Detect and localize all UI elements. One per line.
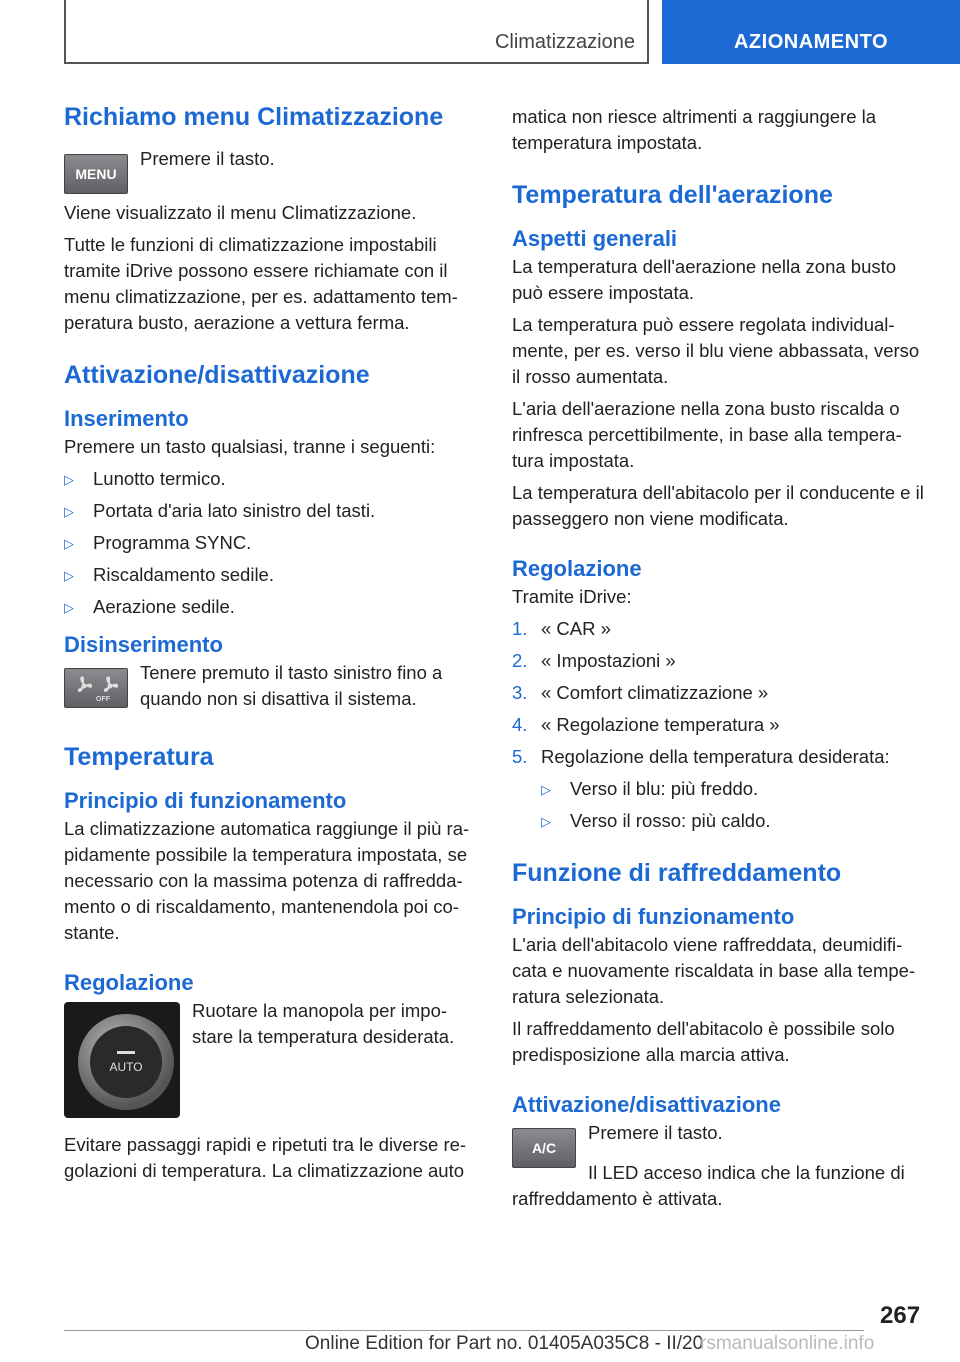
list-item: ▷ Programma SYNC.: [64, 530, 479, 556]
ac-led-text: Il LED acceso indica che la funzione di raffreddamento è attivata.: [512, 1162, 905, 1209]
knob-label: AUTO: [109, 1059, 143, 1074]
heading-principle-2: Principio di funzionamento: [512, 904, 795, 929]
insertion-list: [64, 466, 479, 620]
regulation-row: [64, 998, 479, 1118]
sub-item: ▷ Verso il blu: più freddo.: [541, 776, 927, 802]
heading-aeration-temp: Temperatura dell'aerazione: [512, 181, 833, 209]
step-item: 3. « Comfort climatizzazione »: [512, 682, 769, 703]
steps-list: [512, 616, 927, 834]
heading-regulation-2: Regolazione: [512, 556, 642, 581]
menu-button-icon: MENU: [64, 154, 128, 194]
sub-item: ▷ Verso il rosso: più caldo.: [541, 808, 927, 834]
paragraph: La temperatura dell'aerazione nella zona busto può essere impostata.: [512, 256, 897, 303]
list-item: ▷ Riscaldamento sedile.: [64, 562, 479, 588]
heading-temperature: Temperatura: [64, 743, 214, 771]
step-item: 5. Regolazione della temperatura desiderata: ▷ Verso il blu: più freddo. ▷ Verso il rosso: più caldo.: [512, 744, 927, 834]
paragraph: Tutte le funzioni di climatizzazione impostabili tramite iDrive possono essere richiamate con il menu climatizzazione, per es. adattamento temperatura busto, aerazione a vettura ferma.: [64, 234, 458, 333]
paragraph: Evitare passaggi rapidi e ripetuti tra le diverse regolazioni di temperatura. La climatizzazione auto: [64, 1134, 467, 1181]
step-item: 4. « Regolazione temperatura »: [512, 714, 780, 735]
footer-edition: Online Edition for Part no. 01405A035C8 - II/20: [305, 1333, 704, 1354]
header-section: Climatizzazione: [494, 31, 635, 53]
paragraph: L'aria dell'aerazione nella zona busto riscalda o rinfresca percettibilmente, in base alla temperatura impostata.: [512, 398, 902, 471]
heading-disinsertion: Disinserimento: [64, 632, 223, 657]
step-item: 1. « CAR »: [512, 618, 611, 639]
heading-activation: Attivazione/disattivazione: [64, 361, 370, 389]
header-tab: [662, 0, 960, 64]
paragraph: matica non riesce altrimenti a raggiungere la temperatura impostata.: [512, 106, 877, 153]
ac-press-text: Premere il tasto.: [588, 1122, 723, 1143]
heading-menu: Richiamo menu Climatizzazione: [64, 103, 444, 131]
fan-off-label: OFF: [96, 696, 110, 703]
heading-insertion: Inserimento: [64, 406, 189, 431]
paragraph: La climatizzazione automatica raggiunge il più rapidamente possibile la temperatura impostata, se necessario con la massima potenza di raffreddamento o di riscaldamento, mantenendola poi costante.: [64, 818, 470, 943]
step-item: 2. « Impostazioni »: [512, 650, 676, 671]
ac-button-icon: A/C: [512, 1128, 576, 1168]
paragraph: Viene visualizzato il menu Climatizzazione.: [64, 202, 417, 223]
paragraph: Tramite iDrive:: [512, 586, 632, 607]
paragraph: La temperatura dell'abitacolo per il conducente e il passeggero non viene modificata.: [512, 482, 924, 529]
heading-regulation: Regolazione: [64, 970, 194, 995]
paragraph: L'aria dell'abitacolo viene raffreddata, deumidificata e nuovamente riscaldata in base alla temperatura selezionata.: [512, 934, 916, 1007]
paragraph: Il raffreddamento dell'abitacolo è possibile solo predisposizione alla marcia attiva.: [512, 1018, 895, 1065]
menu-press-text: Premere il tasto.: [140, 148, 275, 169]
menu-row: [64, 146, 479, 194]
heading-cooling: Funzione di raffreddamento: [512, 859, 842, 887]
list-item: ▷ Aerazione sedile.: [64, 594, 479, 620]
fan-off-icon: [64, 668, 128, 708]
regulation-text: Ruotare la manopola per impostare la temperatura desiderata.: [192, 1000, 455, 1047]
page-number: 267: [880, 1302, 921, 1329]
list-item: ▷ Portata d'aria lato sinistro del tasti.: [64, 498, 479, 524]
list-item: ▷ Lunotto termico.: [64, 466, 479, 492]
disinsertion-text: Tenere premuto il tasto sinistro fino a quando non si disattiva il sistema.: [140, 662, 443, 709]
paragraph: Premere un tasto qualsiasi, tranne i seguenti:: [64, 436, 436, 457]
footer-divider: [64, 1330, 864, 1331]
header-tab-label: AZIONAMENTO: [733, 31, 888, 53]
disinsertion-row: [64, 660, 479, 718]
paragraph: La temperatura può essere regolata individualmente, per es. verso il blu viene abbassata, verso il rosso aumentata.: [512, 314, 920, 387]
watermark: rsmanualsonline.info: [700, 1333, 875, 1354]
heading-general: Aspetti generali: [512, 226, 678, 251]
left-column: [64, 100, 479, 1190]
right-column: [512, 104, 927, 1218]
header-box: [64, 0, 649, 64]
temperature-knob-image: [64, 1002, 180, 1118]
heading-activation-2: Attivazione/disattivazione: [512, 1092, 781, 1117]
heading-principle: Principio di funzionamento: [64, 788, 347, 813]
